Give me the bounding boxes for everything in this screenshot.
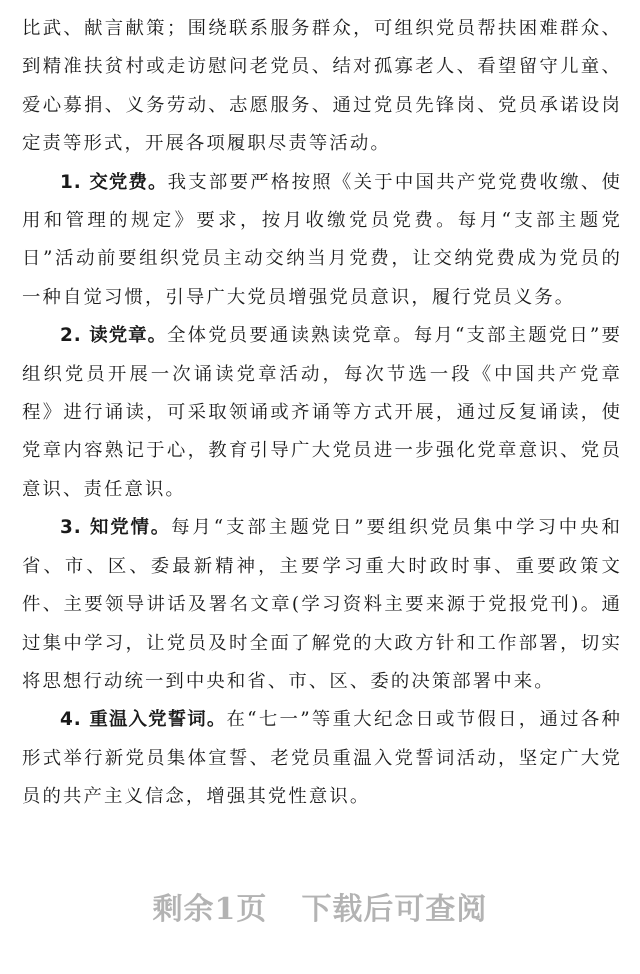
document-body — [22, 10, 622, 817]
download-banner[interactable] — [0, 884, 640, 928]
item-heading: 3. 知党情。 — [60, 517, 172, 539]
item-body: 每月“支部主题党日”要组织党员集中学习中央和省、市、区、委最新精神，主要学习重大时政时事、重要政策文件、主要领导讲话及署名文章(学习资料主要来源于党报党刊)。通过集中学习，让党员及时全面了解党的大政方针和工作部署，切实将思想行动统一到中央和省、市、区、委的决策部署中来。 — [22, 517, 622, 692]
item-body: 在“七一”等重大纪念日或节假日，通过各种形式举行新党员集体宣誓、老党员重温入党誓词活动，坚定广大党员的共产主义信念，增强其党性意识。 — [22, 709, 623, 808]
download-to-view-label: 下载后可查阅 — [301, 892, 488, 927]
item-paragraph-read-charter — [22, 317, 622, 509]
remaining-pages-label: 剩余1页 — [152, 892, 268, 927]
item-paragraph-oath — [22, 701, 622, 816]
item-heading: 1. 交党费。 — [60, 171, 168, 193]
item-body: 全体党员要通读熟读党章。每月“支部主题党日”要组织党员开展一次诵读党章活动，每次节选一段《中国共产党章程》进行诵读，可采取领诵或齐诵等方式开展，通过反复诵读，使党章内容熟记于心，教育引导广大党员进一步强化党章意识、党员意识、责任意识。 — [22, 325, 622, 500]
item-paragraph-party-dues — [22, 164, 622, 318]
item-heading: 2. 读党章。 — [60, 325, 168, 347]
item-body: 我支部要严格按照《关于中国共产党党费收缴、使用和管理的规定》要求，按月收缴党员党费。每月“支部主题党日”活动前要组织党员主动交纳当月党费，让交纳党费成为党员的一种自觉习惯，引导广大党员增强党员意识，履行党员义务。 — [22, 171, 623, 308]
item-heading: 4. 重温入党誓词。 — [60, 709, 227, 731]
intro-paragraph: 比武、献言献策；围绕联系服务群众，可组织党员帮扶困难群众、到精准扶贫村或走访慰问老党员、结对孤寡老人、看望留守儿童、爱心募捐、义务劳动、志愿服务、通过党员先锋岗、党员承诺设岗定责等形式，开展各项履职尽责等活动。 — [22, 18, 622, 155]
item-paragraph-know-party — [22, 509, 622, 701]
